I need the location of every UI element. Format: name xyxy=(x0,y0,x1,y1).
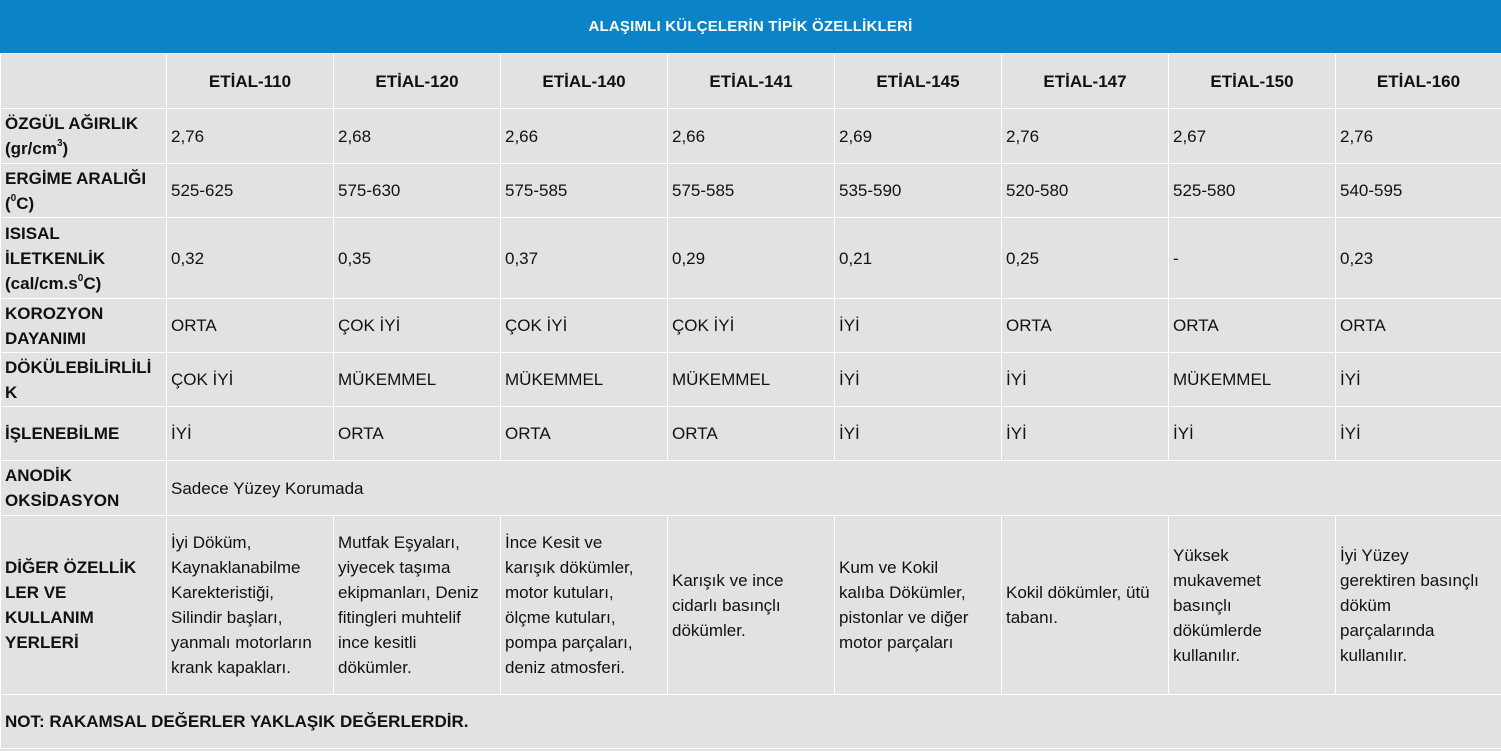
table-cell: İYİ xyxy=(835,353,1002,407)
table-cell: 0,32 xyxy=(167,218,334,299)
table-cell: ORTA xyxy=(501,407,668,461)
row-label-density: ÖZGÜL AĞIRLIK $(gr/cm^3)$ xyxy=(1,109,167,164)
table-cell: İYİ xyxy=(1336,353,1501,407)
row-label-castability: DÖKÜLEBİLİRLİLİ K xyxy=(1,353,167,407)
table-cell: 2,76 xyxy=(167,109,334,164)
table-cell: 575-630 xyxy=(334,164,501,218)
table-cell: İYİ xyxy=(1002,407,1169,461)
table-cell: Yüksek mukavemet basınçlı dökümlerde kullanılır. xyxy=(1169,516,1336,695)
row-label-anodic-oxidation: ANODİK OKSİDASYON xyxy=(1,461,167,516)
table-cell: 2,76 xyxy=(1002,109,1169,164)
table-cell: İYİ xyxy=(1336,407,1501,461)
column-header: ETİAL-141 xyxy=(668,54,835,109)
table-cell: MÜKEMMEL xyxy=(334,353,501,407)
table-cell: 0,25 xyxy=(1002,218,1169,299)
table-cell: 2,67 xyxy=(1169,109,1336,164)
table-cell: 540-595 xyxy=(1336,164,1501,218)
table-cell: İYİ xyxy=(835,299,1002,353)
column-header: ETİAL-147 xyxy=(1002,54,1169,109)
table-cell: ORTA xyxy=(1169,299,1336,353)
table-cell: ÇOK İYİ xyxy=(334,299,501,353)
table-cell: İnce Kesit ve karışık dökümler, motor kutuları, ölçme kutuları, pompa parçaları, deniz atmosferi. xyxy=(501,516,668,695)
table-row xyxy=(1,299,1501,353)
properties-table xyxy=(0,53,1501,749)
column-header: ETİAL-150 xyxy=(1169,54,1336,109)
table-row xyxy=(1,164,1501,218)
column-header: ETİAL-120 xyxy=(334,54,501,109)
table-cell: 520-580 xyxy=(1002,164,1169,218)
table-cell: ÇOK İYİ xyxy=(668,299,835,353)
table-cell: İyi Yüzey gerektiren basınçlı döküm parçalarında kullanılır. xyxy=(1336,516,1501,695)
row-label-corrosion: KOROZYON DAYANIMI xyxy=(1,299,167,353)
table-cell: İYİ xyxy=(835,407,1002,461)
table-cell: ÇOK İYİ xyxy=(501,299,668,353)
corner-cell xyxy=(1,54,167,109)
table-cell: MÜKEMMEL xyxy=(668,353,835,407)
table-cell: 0,37 xyxy=(501,218,668,299)
row-label-other-usage: DİĞER ÖZELLİK LER VE KULLANIM YERLERİ xyxy=(1,516,167,695)
table-cell: ORTA xyxy=(334,407,501,461)
table-cell-merged: Sadece Yüzey Korumada xyxy=(167,461,1501,516)
table-cell: MÜKEMMEL xyxy=(1169,353,1336,407)
table-row xyxy=(1,516,1501,695)
table-cell: Karışık ve ince cidarlı basınçlı dökümler. xyxy=(668,516,835,695)
table-cell: Kum ve Kokil kalıba Dökümler, pistonlar ve diğer motor parçaları xyxy=(835,516,1002,695)
table-cell: Kokil dökümler, ütü tabanı. xyxy=(1002,516,1169,695)
table-cell: ÇOK İYİ xyxy=(167,353,334,407)
header-row xyxy=(1,54,1501,109)
table-cell: 0,35 xyxy=(334,218,501,299)
table-cell: 2,66 xyxy=(668,109,835,164)
table-cell: 2,66 xyxy=(501,109,668,164)
column-header: ETİAL-110 xyxy=(167,54,334,109)
table-cell: ORTA xyxy=(167,299,334,353)
table-cell: 2,68 xyxy=(334,109,501,164)
table-row xyxy=(1,353,1501,407)
row-label-machinability: İŞLENEBİLME xyxy=(1,407,167,461)
column-header: ETİAL-160 xyxy=(1336,54,1501,109)
table-row xyxy=(1,407,1501,461)
table-cell: 2,69 xyxy=(835,109,1002,164)
footnote: NOT: RAKAMSAL DEĞERLER YAKLAŞIK DEĞERLERDİR. xyxy=(1,695,1501,749)
table-cell: 0,29 xyxy=(668,218,835,299)
table-title-bar xyxy=(0,0,1501,53)
table-row xyxy=(1,218,1501,299)
table-cell: 0,21 xyxy=(835,218,1002,299)
table-cell: İyi Döküm, Kaynaklanabilme Karekteristiği, Silindir başları, yanmalı motorların krank kapakları. xyxy=(167,516,334,695)
column-header: ETİAL-145 xyxy=(835,54,1002,109)
row-label-melting-range: ERGİME ARALIĞI ($^0$C) xyxy=(1,164,167,218)
table-cell: ORTA xyxy=(1336,299,1501,353)
table-cell: 2,76 xyxy=(1336,109,1501,164)
table-cell: - xyxy=(1169,218,1336,299)
table-row xyxy=(1,461,1501,516)
table-cell: 575-585 xyxy=(501,164,668,218)
table-cell: 525-580 xyxy=(1169,164,1336,218)
table-title: ALAŞIMLI KÜLÇELERİN TİPİK ÖZELLİKLERİ xyxy=(588,18,913,35)
table-cell: İYİ xyxy=(1002,353,1169,407)
table-cell: ORTA xyxy=(1002,299,1169,353)
table-cell: 525-625 xyxy=(167,164,334,218)
table-cell: İYİ xyxy=(1169,407,1336,461)
table-cell: 535-590 xyxy=(835,164,1002,218)
row-label-thermal-conductivity: ISISAL İLETKENLİK $(cal/cm.s^0C)$ xyxy=(1,218,167,299)
table-cell: Mutfak Eşyaları, yiyecek taşıma ekipmanları, Deniz fitingleri muhtelif ince kesitli dökümler. xyxy=(334,516,501,695)
table-cell: 0,23 xyxy=(1336,218,1501,299)
column-header: ETİAL-140 xyxy=(501,54,668,109)
table-cell: ORTA xyxy=(668,407,835,461)
table-cell: İYİ xyxy=(167,407,334,461)
table-cell: 575-585 xyxy=(668,164,835,218)
note-row xyxy=(1,695,1501,749)
table-cell: MÜKEMMEL xyxy=(501,353,668,407)
table-row xyxy=(1,109,1501,164)
